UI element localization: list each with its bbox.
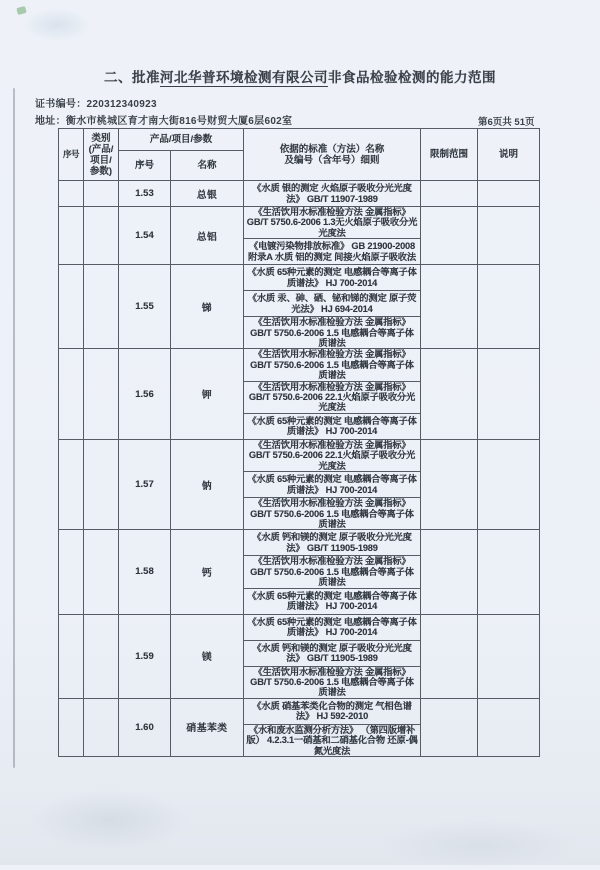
- method-cell: 《生活饮用水标准检验方法 金属指标》GB/T 5750.6-2006 22.1火焰原子吸收分光光度法: [244, 381, 421, 413]
- row-note-cell: [478, 698, 540, 756]
- header-col-category: 类别(产品/项目/参数): [84, 129, 119, 181]
- row-name: 硝基苯类: [171, 698, 244, 756]
- row-limit-cell: [421, 181, 478, 207]
- header-col-limit: 限制范围: [421, 129, 478, 181]
- row-category-cell: [84, 181, 119, 207]
- row-category-cell: [84, 207, 119, 265]
- method-cell: 《水质 硝基苯类化合物的测定 气相色谱法》 HJ 592-2010: [244, 698, 421, 724]
- row-note-cell: [478, 439, 540, 529]
- address-value: 衡水市桃城区育才南大街816号财贸大厦6层602室: [65, 116, 293, 127]
- row-code: 1.55: [119, 265, 171, 349]
- row-code: 1.53: [119, 181, 171, 207]
- header-col-index: 序号: [59, 129, 84, 181]
- header-standard-line1: 依据的标准（方法）名称: [279, 143, 385, 155]
- row-code: 1.56: [119, 349, 171, 439]
- row-index-cell: [59, 698, 84, 756]
- row-name: 总铝: [171, 207, 244, 265]
- method-cell: 《水质 汞、砷、硒、铋和锑的测定 原子荧光法》 HJ 694-2014: [244, 291, 421, 317]
- row-name: 镁: [171, 614, 244, 698]
- method-cell: 《生活饮用水标准检验方法 金属指标》GB/T 5750.6-2006 1.5 电感耦合等离子体质谱法: [244, 317, 421, 349]
- capability-scope-table: [58, 128, 540, 757]
- row-code: 1.57: [119, 439, 171, 529]
- row-index-cell: [59, 207, 84, 265]
- page-edge-shadow: [13, 88, 15, 768]
- row-limit-cell: [421, 614, 478, 698]
- scan-smudge-bottom-right: [380, 820, 580, 870]
- row-note-cell: [478, 349, 540, 439]
- row-name: 钠: [171, 439, 244, 529]
- method-cell: 《水质 65种元素的测定 电感耦合等离子体质谱法》 HJ 700-2014: [244, 588, 421, 614]
- method-cell: 《水质 65种元素的测定 电感耦合等离子体质谱法》 HJ 700-2014: [244, 265, 421, 291]
- header-standard-name: [244, 129, 421, 181]
- green-scan-artifact: [16, 6, 27, 15]
- method-cell: 《生活饮用水标准检验方法 金属指标》GB/T 5750.6-2006 1.5 电感耦合等离子体质谱法: [244, 556, 421, 588]
- row-code: 1.58: [119, 530, 171, 614]
- row-limit-cell: [421, 698, 478, 756]
- row-name: 锑: [171, 265, 244, 349]
- certificate-number-line: [35, 95, 157, 110]
- header-product-group: 产品/项目/参数: [119, 129, 244, 151]
- header-standard-line2: 及编号（含年号）细则: [284, 154, 380, 166]
- page-title: [0, 66, 600, 86]
- row-code: 1.59: [119, 614, 171, 698]
- header-sub-name: 名称: [171, 151, 244, 181]
- method-cell: 《生活饮用水标准检验方法 金属指标》GB/T 5750.6-2006 1.5 电感耦合等离子体质谱法: [244, 498, 421, 530]
- method-cell: 《水和废水监测分析方法》 （第四版增补版） 4.2.3.1一硝基和二硝基化合物 还原-偶氮光度法: [244, 724, 421, 756]
- row-index-cell: [59, 349, 84, 439]
- method-cell: 《水质 银的测定 火焰原子吸收分光光度法》 GB/T 11907-1989: [244, 181, 421, 207]
- header-sub-index: 序号: [119, 151, 171, 181]
- row-index-cell: [59, 530, 84, 614]
- row-note-cell: [478, 207, 540, 265]
- method-cell: 《水质 钙和镁的测定 原子吸收分光光度法》 GB/T 11905-1989: [244, 640, 421, 666]
- row-category-cell: [84, 530, 119, 614]
- row-note-cell: [478, 614, 540, 698]
- method-cell: 《水质 钙和镁的测定 原子吸收分光光度法》 GB/T 11905-1989: [244, 530, 421, 556]
- address-line: [35, 112, 292, 127]
- scan-smudge-top-left: [22, 8, 92, 42]
- row-category-cell: [84, 614, 119, 698]
- method-cell: 《电镀污染物排放标准》 GB 21900-2008 附录A 水质 铝的测定 间接火焰原子吸收法: [244, 239, 421, 265]
- row-index-cell: [59, 181, 84, 207]
- row-name: 钾: [171, 349, 244, 439]
- row-code: 1.54: [119, 207, 171, 265]
- row-limit-cell: [421, 207, 478, 265]
- row-index-cell: [59, 265, 84, 349]
- row-name: 总银: [171, 181, 244, 207]
- row-category-cell: [84, 349, 119, 439]
- row-category-cell: [84, 265, 119, 349]
- header-col-note: 说明: [478, 129, 540, 181]
- row-index-cell: [59, 614, 84, 698]
- row-limit-cell: [421, 530, 478, 614]
- method-cell: 《生活饮用水标准检验方法 金属指标》GB/T 5750.6-2006 1.5 电感耦合等离子体质谱法: [244, 666, 421, 698]
- row-note-cell: [478, 265, 540, 349]
- method-cell: 《水质 65种元素的测定 电感耦合等离子体质谱法》 HJ 700-2014: [244, 472, 421, 498]
- row-index-cell: [59, 439, 84, 529]
- row-limit-cell: [421, 265, 478, 349]
- row-limit-cell: [421, 439, 478, 529]
- title-prefix: 二、批准: [104, 70, 160, 85]
- row-category-cell: [84, 698, 119, 756]
- method-cell: 《生活饮用水标准检验方法 金属指标》GB/T 5750.6-2006 22.1火焰原子吸收分光光度法: [244, 439, 421, 471]
- method-cell: 《生活饮用水标准检验方法 金属指标》GB/T 5750.6-2006 1.3无火焰原子吸收分光光度法: [244, 207, 421, 239]
- row-note-cell: [478, 181, 540, 207]
- row-note-cell: [478, 530, 540, 614]
- row-category-cell: [84, 439, 119, 529]
- method-cell: 《水质 65种元素的测定 电感耦合等离子体质谱法》 HJ 700-2014: [244, 413, 421, 439]
- row-limit-cell: [421, 349, 478, 439]
- row-name: 钙: [171, 530, 244, 614]
- address-label: 地址：: [35, 116, 66, 127]
- row-code: 1.60: [119, 698, 171, 756]
- page-indicator: 第6页共 51页: [478, 117, 535, 128]
- method-cell: 《生活饮用水标准检验方法 金属指标》GB/T 5750.6-2006 1.5 电感耦合等离子体质谱法: [244, 349, 421, 381]
- title-company-name: 河北华普环境检测有限公司: [160, 70, 328, 85]
- certificate-label: 证书编号：: [35, 99, 87, 110]
- certificate-number: 220312340923: [86, 99, 157, 110]
- title-suffix: 非食品检验检测的能力范围: [328, 70, 496, 85]
- method-cell: 《水质 65种元素的测定 电感耦合等离子体质谱法》 HJ 700-2014: [244, 614, 421, 640]
- scan-smudge-bottom-left: [30, 790, 190, 850]
